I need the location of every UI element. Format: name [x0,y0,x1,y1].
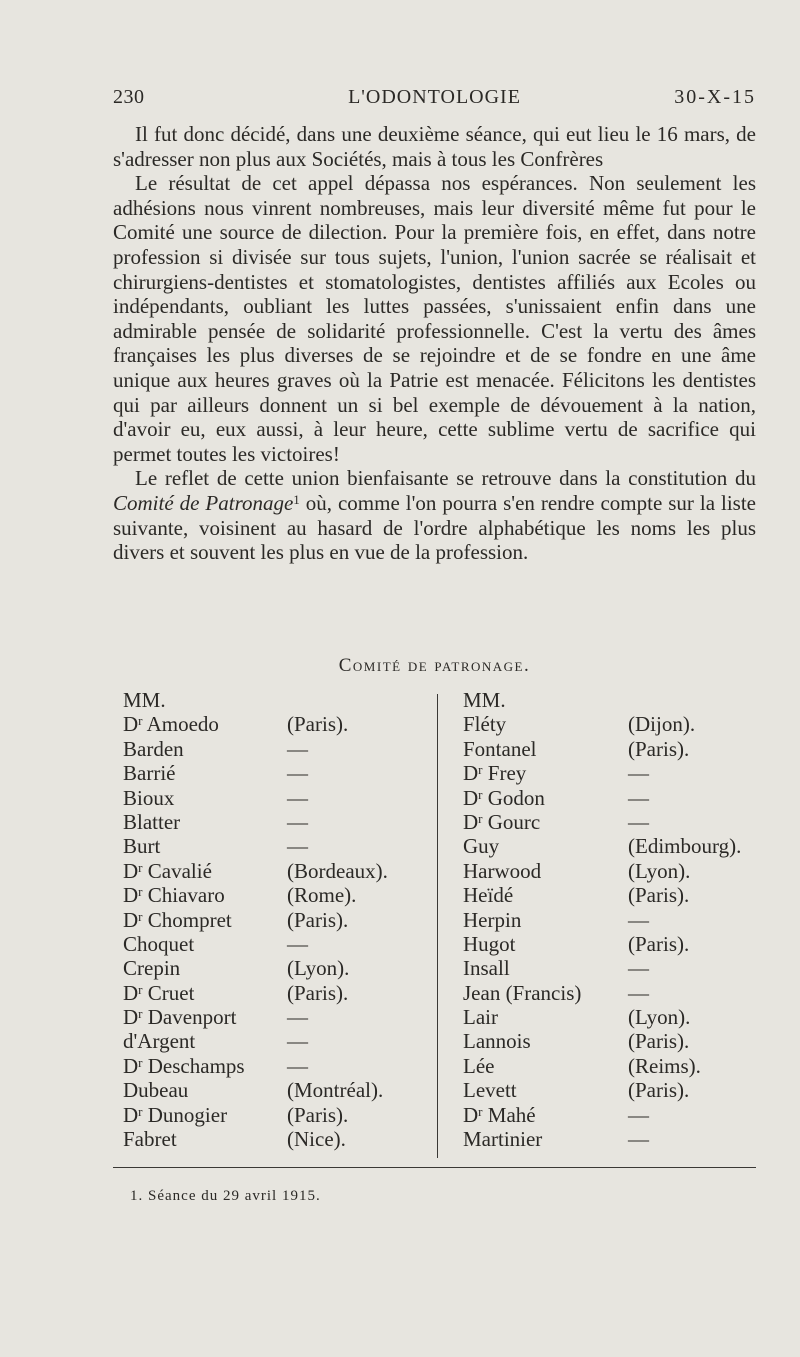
member-surname: Chiavaro [147,883,225,908]
member-city: — [287,1053,308,1078]
member-row [123,1054,423,1078]
member-row [463,859,783,883]
member-surname: Heïdé [463,883,514,908]
paragraph-2: Le résultat de cet appel dépassa nos espérances. Non seulement les adhésions nous vinrent nombreuses, mais leur diversité même fut pour le Comité une source de dilection. Pour la première fois, en effet, dans notre profession si divisée sur tous sujets, l'union, l'union sacrée se réalisait et chirurgiens-dentistes et stomatologistes, dentistes affiliés aux Ecoles ou indépendants, oubliant les luttes passées, s'unissaient enfin dans une admirable pensée de solidarité professionnelle. C'est la vertu des âmes françaises les plus diverses de se rejoindre et de se fondre en une âme unique aux heures graves où la Patrie est menacée. Félicitons les dentistes qui par ailleurs donnent un si bel exemple de dévouement à la nation, d'avoir eu, eux aussi, à leur heure, cette sublime vertu de sacrifice qui permet toutes les victoires! [113,171,756,466]
member-row [463,1005,783,1029]
member-name [463,1054,494,1078]
member-surname: Insall [463,956,510,981]
member-row [463,834,783,858]
member-city: (Paris). [628,883,690,908]
footnote-rule [113,1167,756,1168]
member-surname: Bioux [123,785,175,810]
member-row [123,956,423,980]
member-title: D [123,1053,139,1078]
member-row [123,1078,423,1102]
member-title: D [463,785,479,810]
member-row [123,932,423,956]
member-row [123,712,423,736]
member-name [123,981,194,1005]
member-row [123,1005,423,1029]
member-title-sup: r [478,786,483,802]
member-row [123,908,423,932]
member-title: D [463,761,479,786]
member-surname: Crepin [123,956,181,981]
member-surname: Frey [487,761,527,786]
member-title-sup: r [478,1103,483,1119]
member-city: — [287,809,308,834]
member-surname: Cruet [147,980,195,1005]
member-city: — [287,834,308,859]
member-surname: Mahé [487,1102,536,1127]
committee-list-left [123,688,423,1151]
member-name [463,908,521,932]
member-row [463,1103,783,1127]
committee-name-italic: Comité de Patronage [113,490,294,515]
member-city: (Edimbourg). [628,834,742,859]
member-surname: d'Argent [123,1029,196,1054]
member-name [463,1029,531,1053]
member-name [123,786,174,810]
member-surname: Deschamps [147,1053,245,1078]
member-row [123,981,423,1005]
member-row [463,883,783,907]
member-row [463,786,783,810]
member-row [123,786,423,810]
member-surname: Chompret [147,907,232,932]
member-surname: Fontanel [463,736,537,761]
member-name [123,908,232,932]
member-row [123,688,423,712]
member-surname: Guy [463,834,500,859]
member-title-sup: r [138,884,143,900]
member-surname: Fabret [123,1127,177,1152]
member-row [463,1078,783,1102]
member-name [463,981,581,1005]
member-name [463,1127,542,1151]
member-surname: Amoedo [146,712,219,737]
member-name [123,1103,227,1127]
member-surname: Martinier [463,1127,543,1152]
member-surname: Barrié [123,761,176,786]
member-row [123,810,423,834]
member-surname: Godon [487,785,545,810]
member-city: (Montréal). [287,1078,384,1103]
member-name [123,883,225,907]
member-row [463,908,783,932]
member-city: (Lyon). [628,858,691,883]
member-surname: Jean (Francis) [463,980,582,1005]
member-city: — [287,761,308,786]
member-name [123,688,166,712]
member-surname: Lée [463,1053,495,1078]
member-title-sup: r [138,713,143,729]
member-surname: MM. [463,688,506,712]
member-city: — [628,980,649,1005]
member-title: D [123,712,139,737]
member-row [463,956,783,980]
footnote: 1. Séance du 29 avril 1915. [130,1188,321,1204]
member-city: (Paris). [287,712,349,737]
committee-list-right [463,688,783,1151]
member-name [463,834,499,858]
member-row [463,932,783,956]
member-surname: Choquet [123,931,195,956]
member-city: — [287,931,308,956]
journal-title: L'ODONTOLOGIE [348,86,521,108]
member-row [123,1127,423,1151]
member-name [123,761,175,785]
member-name [463,688,506,712]
member-surname: Fléty [463,712,507,737]
member-surname: Dubeau [123,1078,189,1103]
member-title: D [123,883,139,908]
member-title-sup: r [138,908,143,924]
member-title-sup: r [138,981,143,997]
member-row [123,761,423,785]
member-name [463,859,541,883]
paragraph-3-end: où, comme l'on pourra s'en rendre compte sur la liste suivante, voisinent au hasard de l'ordre alphabétique les noms les plus divers et souvent les plus en vue de la profession. [113,490,756,565]
member-name [123,1078,188,1102]
member-row [463,737,783,761]
footnote-ref: 1 [293,491,300,507]
member-city: — [287,736,308,761]
member-title: D [463,809,479,834]
member-title-sup: r [478,762,483,778]
member-city: — [628,809,649,834]
member-surname: Blatter [123,809,181,834]
member-title: D [123,858,139,883]
issue-date: 30-X-15 [674,86,756,108]
member-name [463,810,540,834]
member-city: (Rome). [287,883,357,908]
member-city: — [287,1029,308,1054]
column-divider [437,694,438,1158]
member-name [123,1054,245,1078]
member-city: (Paris). [287,980,349,1005]
member-surname: Gourc [487,809,541,834]
member-surname: Cavalié [147,858,212,883]
member-city: (Paris). [628,1078,690,1103]
member-surname: Harwood [463,858,542,883]
member-surname: Davenport [147,1005,237,1030]
member-city: (Paris). [628,931,690,956]
member-name [463,761,526,785]
member-row [463,712,783,736]
page-number: 230 [113,86,145,108]
member-city: (Paris). [628,736,690,761]
member-city: — [628,956,649,981]
member-row [463,810,783,834]
member-surname: MM. [123,688,166,712]
member-name [123,859,212,883]
paragraph-3 [113,466,756,564]
member-surname: Herpin [463,907,522,932]
member-surname: Burt [123,834,161,859]
committee-title: Comité de patronage. [338,655,531,676]
member-city: (Bordeaux). [287,858,388,883]
member-title-sup: r [138,1006,143,1022]
member-title-sup: r [478,810,483,826]
member-city: — [287,1005,308,1030]
member-city: (Lyon). [287,956,350,981]
member-row [123,737,423,761]
member-name [463,1005,498,1029]
member-name [123,1029,195,1053]
member-row [463,1127,783,1151]
member-name [463,1078,517,1102]
member-surname: Lair [463,1005,498,1030]
member-row [463,981,783,1005]
member-city: (Paris). [287,1102,349,1127]
member-city: (Reims). [628,1053,701,1078]
member-city: (Paris). [628,1029,690,1054]
member-name [123,737,184,761]
member-city: (Paris). [287,907,349,932]
member-name [463,737,537,761]
member-name [123,956,180,980]
member-city: — [628,1127,649,1152]
paragraph-1: Il fut donc décidé, dans une deuxième séance, qui eut lieu le 16 mars, de s'adresser non plus aux Sociétés, mais à tous les Confrères [113,122,756,171]
member-name [463,712,506,736]
paragraph-3-start: Le reflet de cette union bienfaisante se retrouve dans la constitution du [135,466,756,491]
member-row [123,1029,423,1053]
member-title: D [123,1005,139,1030]
member-row [463,1054,783,1078]
member-surname: Dunogier [147,1102,228,1127]
member-name [463,883,513,907]
member-surname: Levett [463,1078,517,1103]
member-name [123,834,160,858]
member-surname: Hugot [463,931,516,956]
member-row [463,761,783,785]
member-title: D [463,1102,479,1127]
member-title-sup: r [138,1054,143,1070]
member-city: — [628,761,649,786]
article-body [113,122,756,565]
member-row [123,859,423,883]
member-title: D [123,1102,139,1127]
member-name [123,810,180,834]
member-city: — [287,785,308,810]
member-name [123,1005,236,1029]
member-title-sup: r [138,1103,143,1119]
member-name [463,956,510,980]
member-row [463,1029,783,1053]
member-city: — [628,1102,649,1127]
member-name [123,1127,177,1151]
member-city: — [628,785,649,810]
member-name [463,1103,536,1127]
member-name [123,712,219,736]
member-name [463,932,516,956]
member-row [123,883,423,907]
running-header [113,86,756,114]
member-surname: Lannois [463,1029,531,1054]
member-row [463,688,783,712]
member-title: D [123,907,139,932]
member-city: — [628,907,649,932]
member-title: D [123,980,139,1005]
member-city: (Dijon). [628,712,696,737]
member-name [463,786,545,810]
member-name [123,932,194,956]
member-title-sup: r [138,859,143,875]
member-row [123,834,423,858]
member-city: (Lyon). [628,1005,691,1030]
member-row [123,1103,423,1127]
member-city: (Nice). [287,1127,346,1152]
member-surname: Barden [123,736,184,761]
